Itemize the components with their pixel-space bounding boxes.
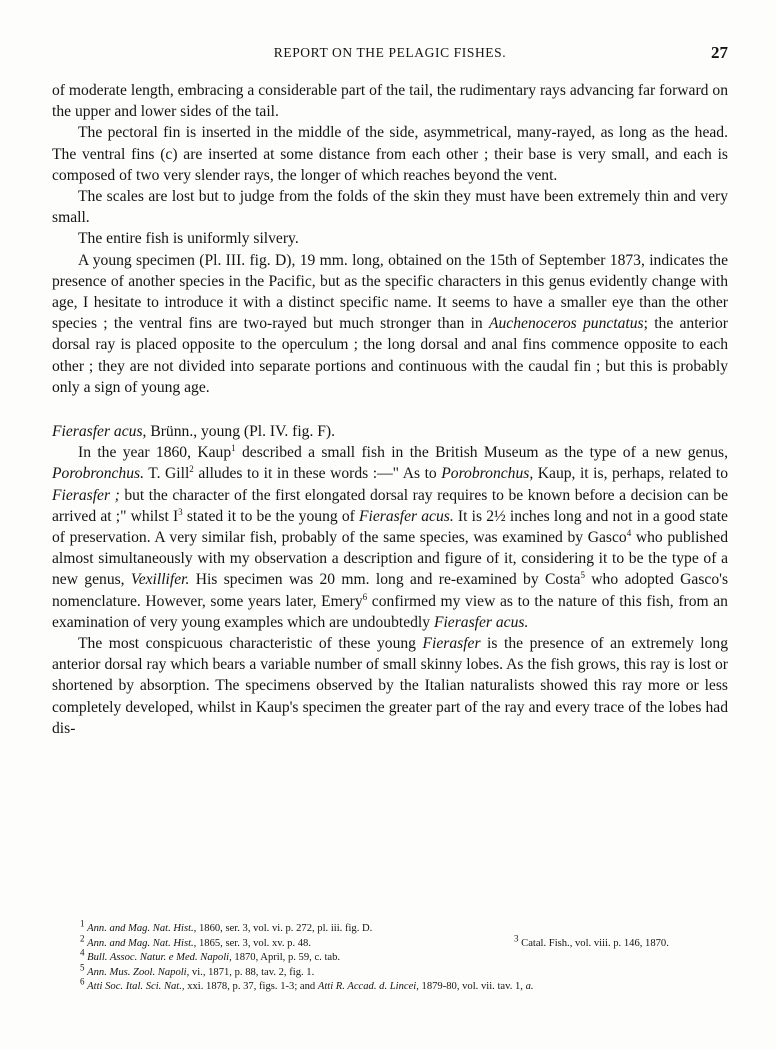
footnote-ref[interactable]: 1	[231, 443, 236, 454]
p7-genus: Fierasfer	[422, 635, 481, 653]
page	[52, 40, 728, 739]
footnote-journal: Ann. Mus. Zool. Napoli,	[87, 966, 190, 978]
p6-text: described a small fish in the British Museum as the type of a new genus,	[235, 444, 728, 462]
p6-text: who published almost simultaneously with my observation a description and figure of it, considering it to be the type of a new genus,	[52, 529, 728, 589]
footnote-number: 6	[80, 976, 85, 987]
footnote-row	[52, 932, 728, 952]
paragraph-2: The pectoral fin is inserted in the middle of the side, asymmetrical, many-rayed, as long as the head. The ventral fins (c) are inserted at some distance from each other ; their base is very small, and each is composed of two very slender rays, the longer of which reaches beyond the vent.	[52, 124, 728, 184]
footnote-row	[52, 976, 728, 995]
footnote-number: 4	[80, 947, 85, 958]
footnote-text: xxi. 1878, p. 37, figs. 1-3; and	[184, 981, 318, 992]
footnote-ref[interactable]: 5	[580, 570, 585, 581]
p7-text: The most conspicuous characteristic of these young	[78, 635, 423, 653]
footnote-row	[52, 918, 728, 937]
footnote-number: 1	[80, 918, 85, 929]
p6-genus: Vexillifer.	[130, 571, 190, 589]
footnote-journal: Ann. and Mag. Nat. Hist.,	[87, 923, 197, 934]
paragraph-3: The scales are lost but to judge from the folds of the skin they must have been extremely thin and very small.	[52, 188, 728, 227]
p6-text: It is 2½ inches long and not in a good state of preservation. A very similar fish, probably of the same species, was examined by Gasco	[52, 507, 728, 547]
p5-species-name: Auchenoceros punctatus	[488, 315, 644, 333]
paragraph-5	[52, 250, 728, 398]
p6-text: T. Gill	[143, 465, 190, 483]
footnote-ref[interactable]: 3	[178, 506, 183, 517]
p6-text: but the character of the first elongated dorsal ray requires to be known before a decision can be arrived at ;" whilst I	[52, 486, 728, 525]
section-species: Fierasfer acus	[52, 423, 143, 441]
p6-genus: Fierasfer ;	[52, 486, 120, 504]
footnote-ref[interactable]: 6	[362, 591, 368, 602]
p6-text: alludes to it in these words :—" As to	[193, 465, 442, 483]
section-rest: , Brünn., young (Pl. IV. fig. F).	[142, 423, 336, 441]
footnote-journal: Bull. Assoc. Natur. e Med. Napoli,	[87, 952, 232, 963]
footnote-3	[514, 932, 669, 952]
footnote-row	[52, 947, 728, 966]
footnote-journal: Ann. and Mag. Nat. Hist.,	[87, 937, 197, 949]
footnotes	[52, 918, 728, 995]
footnote-ref[interactable]: 4	[626, 527, 632, 538]
footnote-text: vi., 1871, p. 88, tav. 2, fig. 1.	[189, 966, 315, 978]
p6-text: In the year 1860, Kaup	[78, 444, 232, 462]
footnote-number: 5	[80, 961, 85, 972]
header-title: REPORT ON THE PELAGIC FISHES.	[273, 45, 507, 60]
paragraph-6	[52, 442, 728, 633]
p6-species: Fierasfer acus.	[433, 613, 529, 631]
footnote-journal: Atti R. Accad. d. Lincei,	[317, 981, 419, 992]
paragraph-1: of moderate length, embracing a considerable part of the tail, the rudimentary rays advancing far forward on the upper and lower sides of the tail.	[52, 82, 728, 121]
footnote-text: 1865, ser. 3, vol. xv. p. 48.	[196, 937, 312, 949]
footnote-text: 1870, April, p. 59, c. tab.	[231, 952, 341, 963]
body-text	[52, 80, 728, 739]
footnote-row	[52, 961, 728, 981]
footnote-journal: Atti Soc. Ital. Sci. Nat.,	[87, 981, 185, 992]
p6-genus: Porobronchus.	[52, 465, 144, 483]
p6-text: Kaup, it is, perhaps, related to	[533, 465, 728, 483]
section-heading	[52, 421, 728, 442]
footnote-text: Catal. Fish., vol. viii. p. 146, 1870.	[518, 937, 669, 949]
footnote-text: 1879-80, vol. vii. tav. 1,	[418, 981, 526, 992]
p6-text: confirmed my view as to the nature of this fish, from an examination of very young examples which are undoubtedly	[52, 592, 728, 631]
running-header	[52, 40, 728, 66]
footnote-text: a.	[525, 981, 534, 992]
footnote-ref[interactable]: 2	[189, 464, 194, 475]
p6-text: who adopted Gasco's nomenclature. However, some years later, Emery	[52, 571, 729, 610]
paragraph-4: The entire fish is uniformly silvery.	[78, 230, 299, 248]
p5-text-a: A young specimen (Pl. III. fig. D), 19 mm. long, obtained on the 15th of September 1873, indicates the presence of another species in the Pacific, but as the specific characters in this genus evidently change with age, I hesitate to introduce it with a distinct specific name. It seems to have a smaller eye than the other species ; the ventral fins are two-rayed but much stronger than in	[52, 251, 728, 333]
p6-text: His specimen was 20 mm. long and re-examined by Costa	[189, 571, 581, 589]
p7-text: is the presence of an extremely long anterior dorsal ray which bears a variable number of small skinny lobes. As the fish grows, this ray is lost or shortened by absorption. The specimens observed by the Italian naturalists showed this ray more or less completely developed, whilst in Kaup's specimen the greater part of the ray and every trace of the lobes had dis-	[52, 635, 728, 737]
p6-text: stated it to be the young of	[182, 507, 360, 525]
paragraph-7	[52, 633, 728, 739]
footnote-number: 3	[514, 932, 519, 943]
footnote-text: 1860, ser. 3, vol. vi. p. 272, pl. iii. fig. D.	[196, 923, 373, 934]
p6-species: Fierasfer acus.	[359, 507, 454, 525]
page-number: 27	[711, 43, 728, 62]
footnote-number: 2	[80, 932, 85, 943]
p5-text-b: ; the anterior dorsal ray is placed opposite to the operculum ; the long dorsal and anal fins commence opposite to each other ; they are not divided into separate portions and continuous with the caudal fin ; but this is probably only a sign of young age.	[52, 315, 728, 396]
p6-genus: Porobronchus,	[441, 465, 534, 483]
